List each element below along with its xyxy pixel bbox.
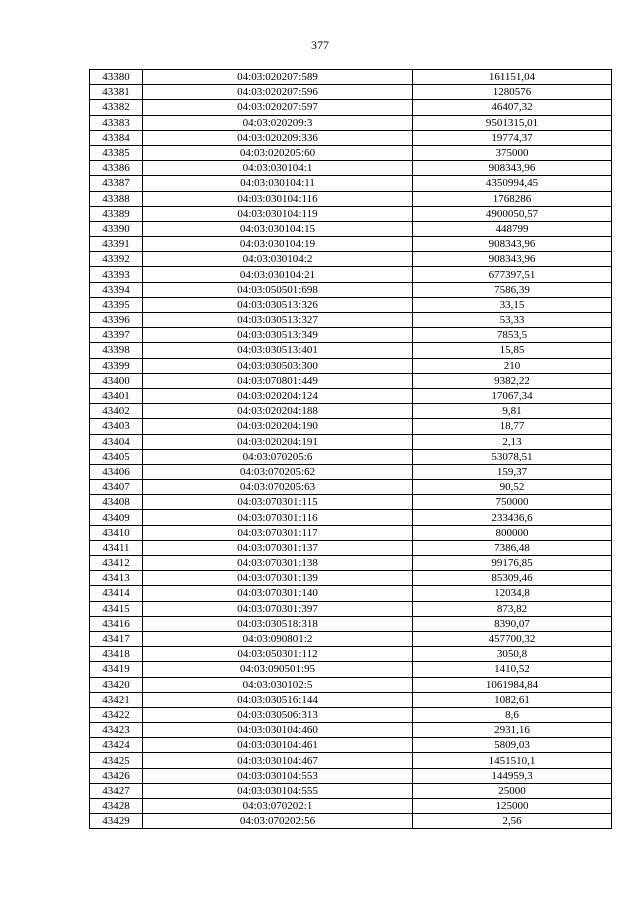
- cadastral-number-cell: 04:03:020207:596: [143, 85, 413, 100]
- row-number-cell: 43406: [90, 464, 143, 479]
- row-number-cell: 43411: [90, 540, 143, 555]
- value-cell: 9501315,01: [413, 115, 612, 130]
- table-row: [90, 753, 612, 768]
- table-row: [90, 738, 612, 753]
- value-cell: 873,82: [413, 601, 612, 616]
- value-cell: 7386,48: [413, 540, 612, 555]
- row-number-cell: 43399: [90, 358, 143, 373]
- table-row: [90, 434, 612, 449]
- table-row: [90, 662, 612, 677]
- row-number-cell: 43413: [90, 571, 143, 586]
- row-number-cell: 43400: [90, 373, 143, 388]
- row-number-cell: 43427: [90, 783, 143, 798]
- table-row: [90, 540, 612, 555]
- table-row: [90, 571, 612, 586]
- cadastral-number-cell: 04:03:070202:1: [143, 799, 413, 814]
- cadastral-number-cell: 04:03:030513:327: [143, 313, 413, 328]
- cadastral-number-cell: 04:03:020209:336: [143, 130, 413, 145]
- row-number-cell: 43389: [90, 206, 143, 221]
- table-row: [90, 510, 612, 525]
- value-cell: 18,77: [413, 419, 612, 434]
- table-row: [90, 814, 612, 829]
- table-row: [90, 176, 612, 191]
- table-row: [90, 677, 612, 692]
- table-row: [90, 647, 612, 662]
- cadastral-number-cell: 04:03:070301:137: [143, 540, 413, 555]
- cadastral-number-cell: 04:03:030104:21: [143, 267, 413, 282]
- value-cell: 1768286: [413, 191, 612, 206]
- row-number-cell: 43415: [90, 601, 143, 616]
- value-cell: 19774,37: [413, 130, 612, 145]
- row-number-cell: 43416: [90, 616, 143, 631]
- cadastral-number-cell: 04:03:070301:115: [143, 495, 413, 510]
- cadastral-number-cell: 04:03:030104:11: [143, 176, 413, 191]
- row-number-cell: 43392: [90, 252, 143, 267]
- cadastral-number-cell: 04:03:030104:119: [143, 206, 413, 221]
- value-cell: 210: [413, 358, 612, 373]
- cadastral-number-cell: 04:03:030518:318: [143, 616, 413, 631]
- page-number: 377: [311, 38, 329, 52]
- row-number-cell: 43404: [90, 434, 143, 449]
- row-number-cell: 43387: [90, 176, 143, 191]
- table-row: [90, 267, 612, 282]
- row-number-cell: 43408: [90, 495, 143, 510]
- value-cell: 5809,03: [413, 738, 612, 753]
- cadastral-number-cell: 04:03:030104:1: [143, 161, 413, 176]
- value-cell: 125000: [413, 799, 612, 814]
- table-row: [90, 252, 612, 267]
- value-cell: 161151,04: [413, 70, 612, 85]
- cadastral-number-cell: 04:03:070205:6: [143, 449, 413, 464]
- cadastral-number-cell: 04:03:020204:191: [143, 434, 413, 449]
- value-cell: 53,33: [413, 313, 612, 328]
- value-cell: 677397,51: [413, 267, 612, 282]
- table-row: [90, 282, 612, 297]
- row-number-cell: 43423: [90, 723, 143, 738]
- cadastral-number-cell: 04:03:020207:597: [143, 100, 413, 115]
- table-row: [90, 616, 612, 631]
- table-row: [90, 145, 612, 160]
- cadastral-number-cell: 04:03:030104:116: [143, 191, 413, 206]
- cadastral-number-cell: 04:03:030104:467: [143, 753, 413, 768]
- row-number-cell: 43401: [90, 388, 143, 403]
- value-cell: 90,52: [413, 480, 612, 495]
- value-cell: 2931,16: [413, 723, 612, 738]
- cadastral-number-cell: 04:03:070301:117: [143, 525, 413, 540]
- cadastral-number-cell: 04:03:030104:2: [143, 252, 413, 267]
- value-cell: 85309,46: [413, 571, 612, 586]
- table-row: [90, 343, 612, 358]
- table-row: [90, 100, 612, 115]
- table-row: [90, 495, 612, 510]
- value-cell: 8,6: [413, 707, 612, 722]
- row-number-cell: 43428: [90, 799, 143, 814]
- table-row: [90, 191, 612, 206]
- cadastral-number-cell: 04:03:030102:5: [143, 677, 413, 692]
- value-cell: 2,13: [413, 434, 612, 449]
- table-row: [90, 692, 612, 707]
- value-cell: 448799: [413, 221, 612, 236]
- cadastral-number-cell: 04:03:030506:313: [143, 707, 413, 722]
- value-cell: 1451510,1: [413, 753, 612, 768]
- table-row: [90, 525, 612, 540]
- row-number-cell: 43394: [90, 282, 143, 297]
- cadastral-number-cell: 04:03:070205:62: [143, 464, 413, 479]
- table-row: [90, 161, 612, 176]
- value-cell: 457700,32: [413, 631, 612, 646]
- cadastral-number-cell: 04:03:030104:555: [143, 783, 413, 798]
- cadastral-number-cell: 04:03:070301:140: [143, 586, 413, 601]
- row-number-cell: 43395: [90, 297, 143, 312]
- row-number-cell: 43388: [90, 191, 143, 206]
- row-number-cell: 43407: [90, 480, 143, 495]
- row-number-cell: 43391: [90, 237, 143, 252]
- cadastral-number-cell: 04:03:030104:15: [143, 221, 413, 236]
- cadastral-number-cell: 04:03:030516:144: [143, 692, 413, 707]
- row-number-cell: 43409: [90, 510, 143, 525]
- cadastral-number-cell: 04:03:030104:553: [143, 768, 413, 783]
- table-row: [90, 799, 612, 814]
- cadastral-number-cell: 04:03:090501:95: [143, 662, 413, 677]
- table-row: [90, 464, 612, 479]
- table-row: [90, 723, 612, 738]
- value-cell: 7853,5: [413, 328, 612, 343]
- row-number-cell: 43410: [90, 525, 143, 540]
- value-cell: 144959,3: [413, 768, 612, 783]
- row-number-cell: 43402: [90, 404, 143, 419]
- cadastral-number-cell: 04:03:070202:56: [143, 814, 413, 829]
- value-cell: 25000: [413, 783, 612, 798]
- value-cell: 908343,96: [413, 237, 612, 252]
- value-cell: 800000: [413, 525, 612, 540]
- table-row: [90, 358, 612, 373]
- table-row: [90, 206, 612, 221]
- cadastral-number-cell: 04:03:070801:449: [143, 373, 413, 388]
- row-number-cell: 43412: [90, 556, 143, 571]
- row-number-cell: 43381: [90, 85, 143, 100]
- row-number-cell: 43382: [90, 100, 143, 115]
- row-number-cell: 43405: [90, 449, 143, 464]
- table-row: [90, 221, 612, 236]
- table-row: [90, 85, 612, 100]
- value-cell: 3050,8: [413, 647, 612, 662]
- value-cell: 17067,34: [413, 388, 612, 403]
- value-cell: 1410,52: [413, 662, 612, 677]
- value-cell: 12034,8: [413, 586, 612, 601]
- table-row: [90, 115, 612, 130]
- row-number-cell: 43417: [90, 631, 143, 646]
- cadastral-number-cell: 04:03:030513:401: [143, 343, 413, 358]
- cadastral-number-cell: 04:03:030513:349: [143, 328, 413, 343]
- value-cell: 8390,07: [413, 616, 612, 631]
- table-row: [90, 404, 612, 419]
- value-cell: 9,81: [413, 404, 612, 419]
- table-row: [90, 70, 612, 85]
- cadastral-number-cell: 04:03:070301:116: [143, 510, 413, 525]
- value-cell: 1061984,84: [413, 677, 612, 692]
- table-row: [90, 480, 612, 495]
- cadastral-number-cell: 04:03:070301:139: [143, 571, 413, 586]
- value-cell: 99176,85: [413, 556, 612, 571]
- row-number-cell: 43398: [90, 343, 143, 358]
- row-number-cell: 43429: [90, 814, 143, 829]
- row-number-cell: 43385: [90, 145, 143, 160]
- row-number-cell: 43397: [90, 328, 143, 343]
- table-row: [90, 586, 612, 601]
- value-cell: 7586,39: [413, 282, 612, 297]
- table-row: [90, 707, 612, 722]
- row-number-cell: 43396: [90, 313, 143, 328]
- table-row: [90, 373, 612, 388]
- value-cell: 159,37: [413, 464, 612, 479]
- table-row: [90, 419, 612, 434]
- table-row: [90, 297, 612, 312]
- row-number-cell: 43425: [90, 753, 143, 768]
- value-cell: 908343,96: [413, 161, 612, 176]
- cadastral-number-cell: 04:03:020207:589: [143, 70, 413, 85]
- row-number-cell: 43420: [90, 677, 143, 692]
- value-cell: 46407,32: [413, 100, 612, 115]
- row-number-cell: 43421: [90, 692, 143, 707]
- cadastral-number-cell: 04:03:030503:300: [143, 358, 413, 373]
- table-row: [90, 313, 612, 328]
- value-cell: 1280576: [413, 85, 612, 100]
- cadastral-number-cell: 04:03:070301:138: [143, 556, 413, 571]
- value-cell: 9382,22: [413, 373, 612, 388]
- row-number-cell: 43422: [90, 707, 143, 722]
- cadastral-value-table: [89, 69, 612, 829]
- cadastral-number-cell: 04:03:030104:19: [143, 237, 413, 252]
- cadastral-number-cell: 04:03:020205:60: [143, 145, 413, 160]
- row-number-cell: 43414: [90, 586, 143, 601]
- cadastral-number-cell: 04:03:030104:461: [143, 738, 413, 753]
- cadastral-number-cell: 04:03:070301:397: [143, 601, 413, 616]
- table-row: [90, 601, 612, 616]
- value-cell: 15,85: [413, 343, 612, 358]
- cadastral-number-cell: 04:03:020204:190: [143, 419, 413, 434]
- row-number-cell: 43383: [90, 115, 143, 130]
- value-cell: 1082,61: [413, 692, 612, 707]
- table-row: [90, 768, 612, 783]
- table-row: [90, 449, 612, 464]
- row-number-cell: 43390: [90, 221, 143, 236]
- row-number-cell: 43393: [90, 267, 143, 282]
- value-cell: 2,56: [413, 814, 612, 829]
- value-cell: 750000: [413, 495, 612, 510]
- table-row: [90, 328, 612, 343]
- table-row: [90, 237, 612, 252]
- table-row: [90, 556, 612, 571]
- row-number-cell: 43418: [90, 647, 143, 662]
- row-number-cell: 43419: [90, 662, 143, 677]
- table-row: [90, 631, 612, 646]
- cadastral-number-cell: 04:03:020204:188: [143, 404, 413, 419]
- cadastral-number-cell: 04:03:020204:124: [143, 388, 413, 403]
- row-number-cell: 43424: [90, 738, 143, 753]
- cadastral-number-cell: 04:03:090801:2: [143, 631, 413, 646]
- value-cell: 908343,96: [413, 252, 612, 267]
- value-cell: 33,15: [413, 297, 612, 312]
- cadastral-number-cell: 04:03:020209:3: [143, 115, 413, 130]
- cadastral-number-cell: 04:03:030104:460: [143, 723, 413, 738]
- cadastral-number-cell: 04:03:050301:112: [143, 647, 413, 662]
- value-cell: 53078,51: [413, 449, 612, 464]
- value-cell: 375000: [413, 145, 612, 160]
- table-body: [90, 70, 612, 829]
- row-number-cell: 43403: [90, 419, 143, 434]
- row-number-cell: 43386: [90, 161, 143, 176]
- cadastral-number-cell: 04:03:030513:326: [143, 297, 413, 312]
- table-row: [90, 130, 612, 145]
- cadastral-number-cell: 04:03:050501:698: [143, 282, 413, 297]
- value-cell: 4350994,45: [413, 176, 612, 191]
- table-row: [90, 388, 612, 403]
- row-number-cell: 43426: [90, 768, 143, 783]
- table-row: [90, 783, 612, 798]
- value-cell: 4900050,57: [413, 206, 612, 221]
- row-number-cell: 43380: [90, 70, 143, 85]
- cadastral-number-cell: 04:03:070205:63: [143, 480, 413, 495]
- value-cell: 233436,6: [413, 510, 612, 525]
- row-number-cell: 43384: [90, 130, 143, 145]
